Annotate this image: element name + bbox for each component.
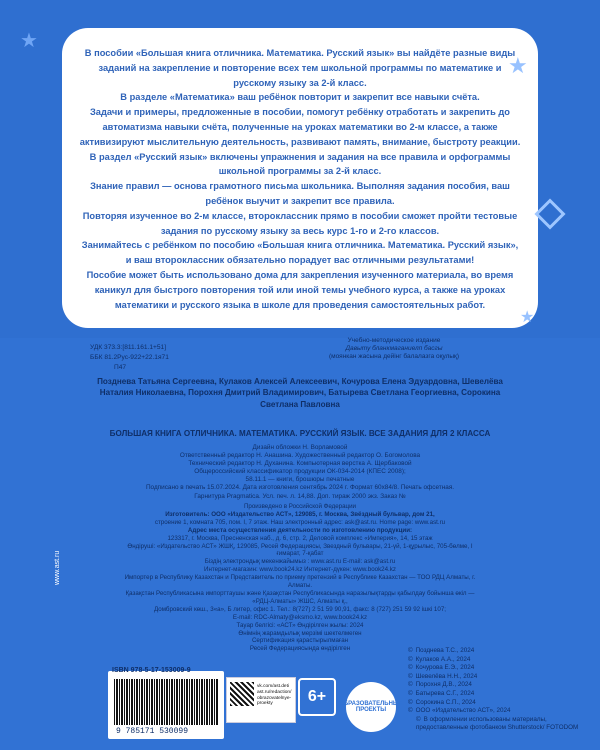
copyright-line: © Сорокина С.П., 2024: [408, 699, 588, 708]
publisher-line: Сертификация қарастырылмаған: [251, 637, 349, 645]
qr-link: vk.com/ast.deti: [257, 684, 289, 689]
qr-code-icon: [230, 682, 254, 706]
credit-line: Ответственный редактор Н. Анашина. Художественный редактор О. Богомолова: [179, 452, 421, 460]
star-icon: ★: [520, 309, 535, 326]
publisher-line: Тауар белгісі: «АСТ» Өндірілген жылы: 2024: [236, 621, 364, 629]
qr-link: ast.ru/redaction/: [257, 689, 292, 695]
publisher-line: 123317, г. Москва, Пресненская наб., д. 6, стр. 2, Деловой комплекс «Империя», 14, 15 этаж: [167, 534, 433, 542]
qr-link: obrazovatelnye-proekty: [257, 695, 292, 707]
copyright-line: © Шевелёва Н.Н., 2024: [408, 673, 588, 682]
intro-paragraph-7: Занимайтесь с ребёнком по пособию «Большая книга отличника. Математика. Русский язык», и ваш второклассник обязательно порадует вас отличными результатами!: [81, 240, 519, 266]
publisher-line: Біздің электрондық мекенжайымыз : www.ast.ru E-mail: ask@ast.ru: [204, 558, 396, 566]
copyright-line: © Батырева С.Г., 2024: [408, 690, 588, 699]
p-code: П47: [114, 364, 127, 371]
edition-line-2: Давыту бланкмаганиелп басгы: [345, 345, 443, 352]
book-title: БОЛЬШАЯ КНИГА ОТЛИЧНИКА. МАТЕМАТИКА. РУССКИЙ ЯЗЫК. ВСЕ ЗАДАНИЯ ДЛЯ 2 КЛАССА: [109, 429, 491, 438]
publisher-line: «РДЦ-Алматы» ЖШС, Алматы қ.,: [252, 597, 348, 605]
isbn-text: ISBN 978-5-17-153009-9: [112, 667, 191, 674]
credit-line: Подписано в печать 15.07.2024. Дата изготовления сентябрь 2024 г. Формат 60х84/8. Печать офсетная.: [145, 484, 455, 492]
udk-code: УДК 373.3:[811.161.1+51]: [90, 344, 167, 351]
vertical-site: www.ast.ru: [54, 550, 61, 585]
publisher-line: Адрес места осуществления деятельности по изготовлению продукции:: [187, 526, 413, 534]
star-icon: ★: [508, 53, 528, 78]
publisher-line: Импортер в Республику Казахстан и Представитель по приему претензий в Республике Казахстан — ТОО РДЦ Алматы, г. Алматы.: [124, 574, 476, 590]
edition-info: [244, 337, 544, 361]
publisher-line: E-mail: RDC-Almaty@eksmo.kz, www.book24.kz: [232, 613, 368, 621]
qr-links: [257, 684, 295, 707]
publisher-line: Произведено в Российской Федерации: [243, 503, 357, 510]
intro-paragraph-4: В раздел «Русский язык» включены упражнения и задания на все правила и орфограммы школьной программы за 2-й класс.: [89, 151, 511, 177]
credit-line: Технический редактор Н. Духанина. Компьютерная верстка А. Щербаковой: [188, 460, 412, 468]
publisher-info: [124, 503, 476, 653]
publisher-line: Өнімнің жарамдылық мерзімі шектелмеген: [238, 629, 362, 637]
credit-line: 58.11.1 — книги, брошюры печатные: [245, 476, 355, 484]
publisher-line: строение 1, комната 705, пом. I, 7 этаж. Наш электронный адрес: ask@ast.ru. Home page: www.ast.ru: [154, 518, 446, 526]
publisher-line: Изготовитель: ООО «Издательство АСТ», 129085, г. Москва, Звёздный бульвар, дом 21,: [165, 510, 435, 518]
edition-line-3: (моянкан жасына дейінг балалазга оқулық): [328, 353, 460, 360]
bbk-code: ББК 81.2Рус-922+22.1я71: [90, 354, 169, 361]
barcode: [114, 679, 218, 725]
intro-paragraph-5: Знание правил — основа грамотного письма школьника. Выполняя задания пособия, ваш ребёнок выучит и закрепит все правила.: [90, 181, 510, 206]
educational-projects-badge: ОБРАЗОВАТЕЛЬНЫЕ ПРОЕКТЫ: [346, 682, 396, 732]
intro-paragraph-3: Задачи и примеры, предложенные в пособии, помогут ребёнку отработать и закрепить до автоматизма навыки счёта, полученные на уроках математики во 2-м классе, а также активизируют мыслительную деятельность, развивают память, внимание, быстроту реакции.: [79, 107, 521, 147]
intro-paragraph-2: В разделе «Математика» ваш ребёнок повторит и закрепит все навыки счёта.: [120, 92, 480, 103]
copyright-line: © Кулаков А.А., 2024: [408, 656, 588, 665]
classification-codes: [90, 343, 169, 373]
credits: [120, 444, 480, 501]
credit-line: Дизайн обложки Н. Ворламовой: [252, 444, 348, 451]
qr-card: [226, 677, 296, 723]
star-icon: ★: [20, 30, 38, 52]
publisher-line: Домбровский көш., 3«а», Б литер, офис 1. Тел.: 8(727) 2 51 59 90,91, факс: 8 (727) 251 59 92 ішкі 107;: [154, 605, 446, 613]
copyright-line: © Позднева Т.С., 2024: [408, 647, 588, 656]
copyright-line: © Порохня Д.В., 2024: [408, 681, 588, 690]
publisher-line: Қазақстан Республикасына импорттаушы және Қазақстан Республикасында наразылықтарды қабылдау бойынша өкіл —: [125, 589, 475, 597]
publisher-line: Өндіруші: «Издательство АСТ» ЖШҚ, 129085, Ресей Федерациясы, Звездный бульвары, 21-үй, 1-құрылыс, 705-бөлме, I ғимарат, 7-қабат: [127, 542, 473, 558]
credit-line: Общероссийский классификатор продукции ОК-034-2014 (КПЕС 2008);: [194, 468, 406, 476]
edition-line-1: Учебно-методическое издание: [347, 337, 441, 344]
publisher-line: Интернет-магазин: www.book24.kz Интернет-дүкен: www.book24.kz: [204, 566, 396, 574]
intro-paragraph-8: Пособие может быть использовано дома для закрепления изученного материала, во время каникул для быстрого повторения той или иной темы учебного курса, а также на уроках математики и русского языка в школе для проведения самостоятельных работ.: [86, 269, 514, 310]
intro-paragraph-1: В пособии «Большая книга отличника. Математика. Русский язык» вы найдёте разные виды заданий на закрепление и повторение всех тем школьной программы по математике и русскому языку за 2-й класс.: [84, 48, 516, 88]
description-text: [78, 46, 522, 312]
authors: Позднева Татьяна Сергеевна, Кулаков Алексей Алексеевич, Кочурова Елена Эдуардовна, Шевелёва Наталия Николаевна, Порохня Дмитрий Владимирович, Батырева Светлана Георгиевна, Сорокина Светлана Павловна: [97, 377, 503, 409]
copyright-line: © Кочурова Е.Э., 2024: [408, 664, 588, 673]
credit-line: Гарнитура Pragmatica. Усл. печ. л. 14,88. Доп. тираж 2000 экз. Заказ №: [194, 492, 406, 500]
intro-paragraph-6: Повторяя изученное во 2-м классе, второклассник прямо в пособии сможет пройти тестовые задания по русскому языку за весь курс 1-го и 2-го классов.: [82, 210, 518, 236]
copyrights: [408, 647, 588, 733]
age-rating: 6+: [298, 678, 336, 716]
copyright-line: © ООО «Издательство АСТ», 2024: [408, 707, 588, 716]
barcode-digits: 9 785171 530099: [116, 727, 189, 736]
publisher-line: Ресей Федерациясында өндірілген: [249, 645, 351, 653]
shutterstock-note: © В оформлении использованы материалы, предоставленные фотобанком Shutterstock/ FOTODOM: [416, 716, 588, 733]
